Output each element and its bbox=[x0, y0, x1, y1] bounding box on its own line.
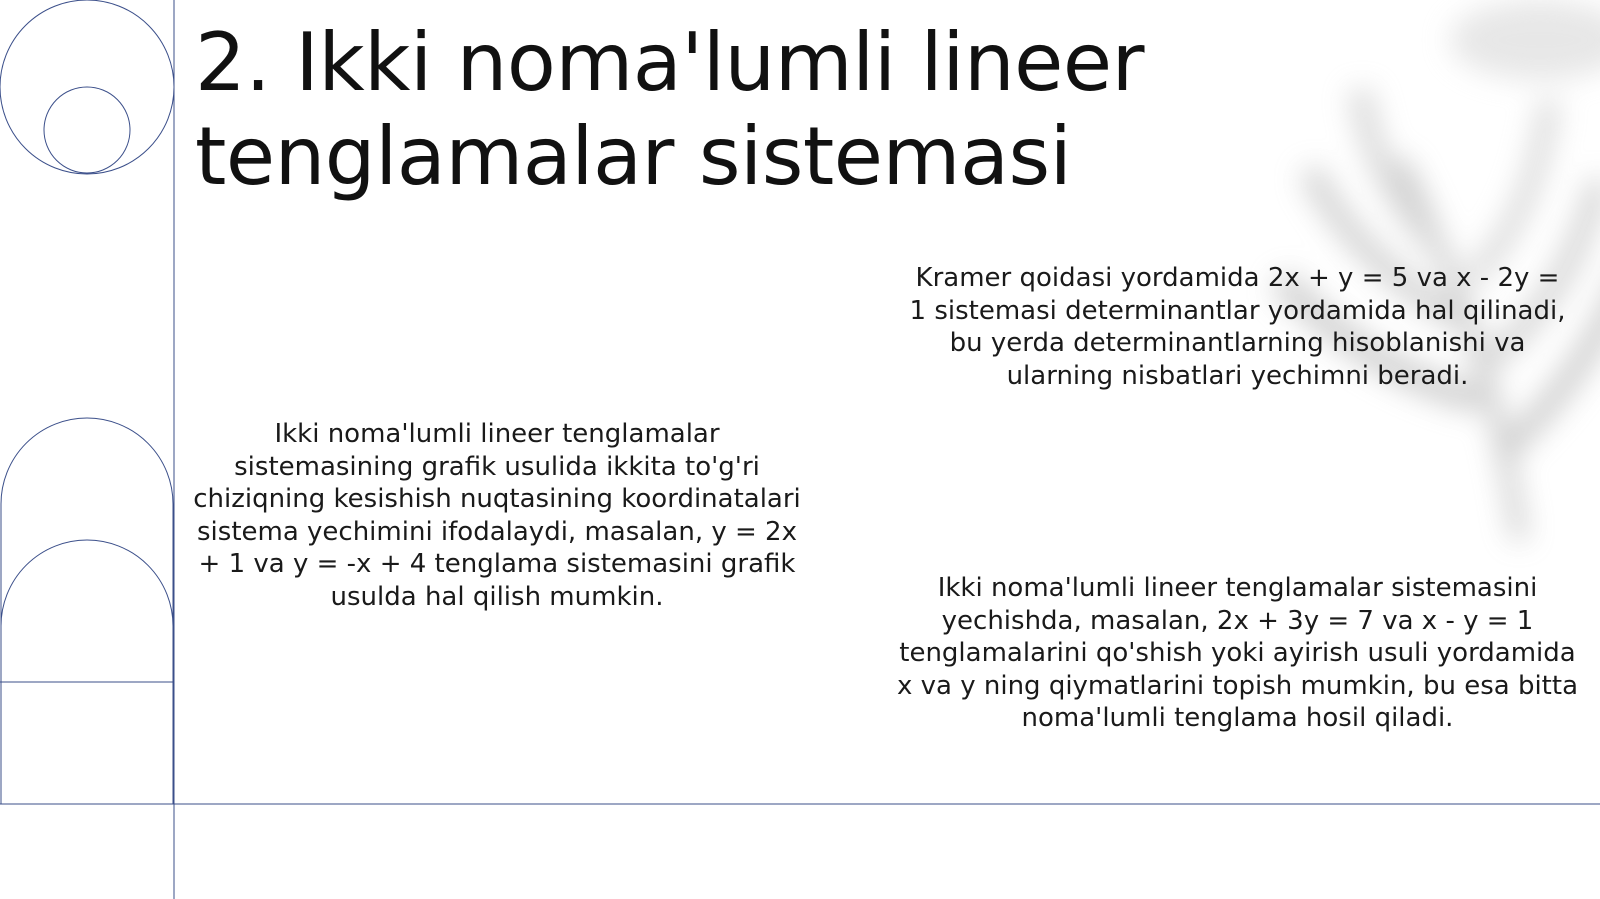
arch-outline-inner bbox=[1, 540, 173, 804]
text-block-graphic-method: Ikki noma'lumli lineer tenglamalar sistemasining grafik usulida ikkita to'g'ri chiziqning kesishish nuqtasining koordinatalari sistema yechimini ifodalaydi, masalan, y = 2x + 1 va y = -x + 4 tenglama sistemasini grafik usulda hal qilish mumkin. bbox=[193, 419, 801, 612]
small-circle-outline bbox=[44, 87, 130, 173]
arch-outline-outer bbox=[1, 418, 173, 804]
slide-title: 2. Ikki noma'lumli lineer tenglamalar sistemasi bbox=[195, 16, 1144, 203]
text-block-cramer-rule: Kramer qoidasi yordamida 2x + y = 5 va x - 2y = 1 sistemasi determinantlar yordamida hal qilinadi, bu yerda determinantlarning hisoblanishi va ularning nisbatlari yechimni beradi. bbox=[909, 263, 1566, 391]
text-block-addition-method: Ikki noma'lumli lineer tenglamalar sistemasini yechishda, masalan, 2x + 3y = 7 va x - y = 1 tenglamalarini qo'shish yoki ayirish usuli yordamida x va y ning qiymatlarini topish mumkin, bu esa bitta noma'lumli tenglama hosil qiladi. bbox=[896, 573, 1578, 733]
